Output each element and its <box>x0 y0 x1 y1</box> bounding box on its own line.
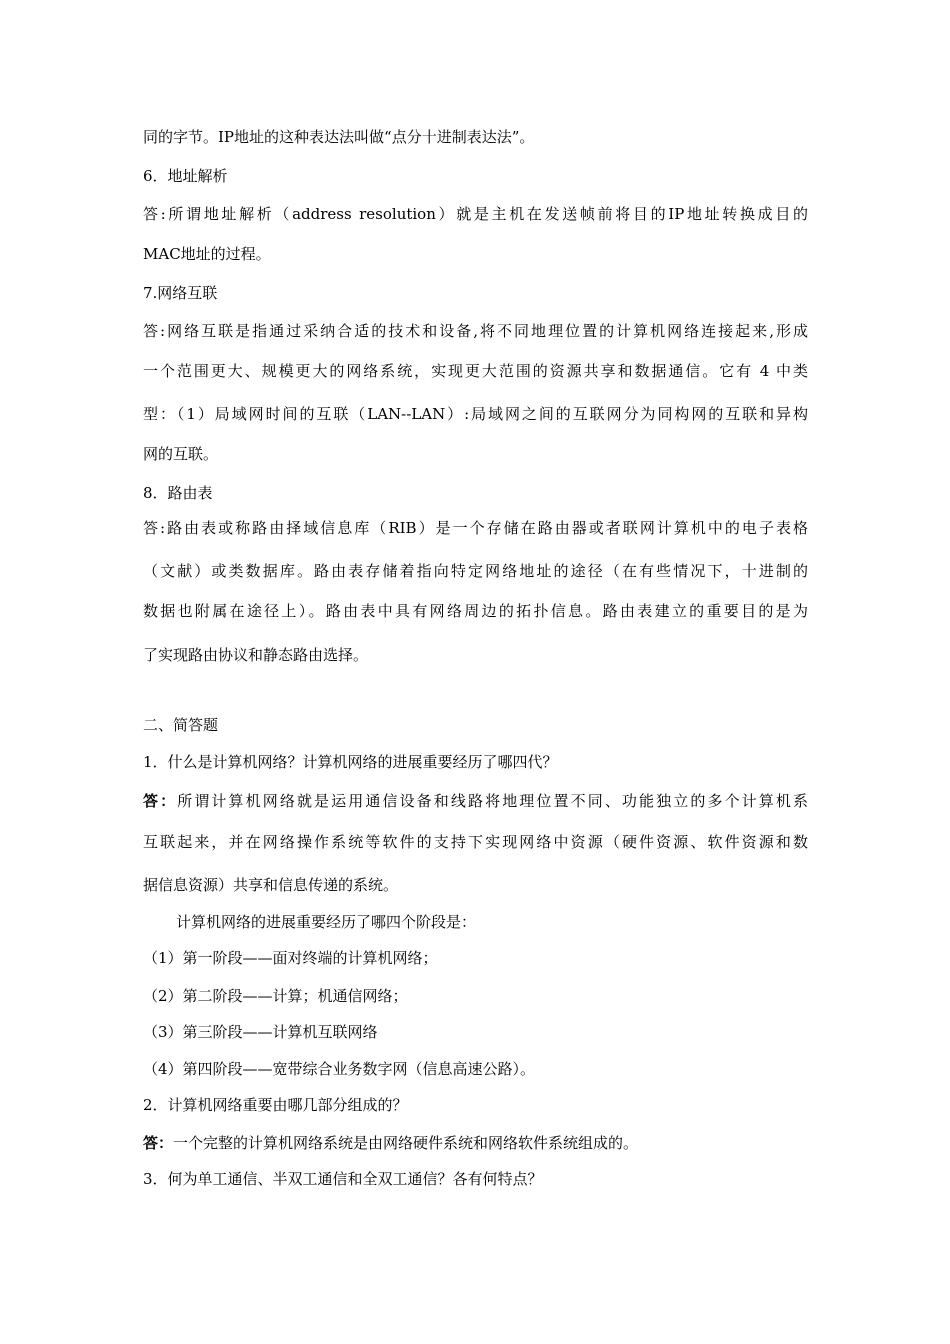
text-line: 答:网络互联是指通过采纳合适的技术和设备,将不同地理位置的计算机网络连接起来,形成 <box>143 322 808 340</box>
section-title-short-answer: 二、简答题 <box>143 716 219 734</box>
text-line: 答:所谓地址解析（address resolution）就是主机在发送帧前将目的IP地址转换成目的 <box>143 205 808 223</box>
question-3: 3．何为单工通信、半双工通信和全双工通信？各有何特点？ <box>143 1170 543 1188</box>
answer-1-line <box>143 791 808 811</box>
text-line: 型：（1）局域网时间的互联（LAN--LAN）:局域网之间的互联网分为同构网的互联和异构 <box>143 405 808 423</box>
text-line: 互联起来，并在网络操作系统等软件的支持下实现网络中资源（硬件资源、软件资源和数 <box>143 833 808 851</box>
text-line: 一个范围更大、规模更大的网络系统，实现更大范围的资源共享和数据通信。它有 4 中类 <box>143 362 808 380</box>
list-item: （1）第一阶段——面对终端的计算机网络； <box>143 949 438 967</box>
text-line: 网的互联。 <box>143 445 219 463</box>
text-line: 答:路由表或称路由择域信息库（RIB）是一个存储在路由器或者联网计算机中的电子表格 <box>143 519 808 537</box>
section-heading-internetworking: 7.网络互联 <box>143 284 218 302</box>
text-line: 了实现路由协议和静态路由选择。 <box>143 646 369 664</box>
section-heading-routing-table: 8．路由表 <box>143 484 213 502</box>
answer-label: 答： <box>143 1134 174 1152</box>
text-line: （文献）或类数据库。路由表存储着指向特定网络地址的途径（在有些情况下，十进制的 <box>143 562 808 580</box>
list-item: （3）第三阶段——计算机互联网络 <box>143 1023 378 1041</box>
question-2: 2．计算机网络重要由哪几部分组成的？ <box>143 1096 408 1114</box>
answer-text: 所谓计算机网络就是运用通信设备和线路将地理位置不同、功能独立的多个计算机系 <box>177 792 808 810</box>
answer-label: 答： <box>143 792 178 810</box>
text-line: MAC地址的过程。 <box>143 245 271 263</box>
question-1: 1．什么是计算机网络？计算机网络的进展重要经历了哪四代？ <box>143 753 558 771</box>
text-line: 计算机网络的进展重要经历了哪四个阶段是： <box>176 913 477 931</box>
section-heading-address-resolution: 6．地址解析 <box>143 167 228 185</box>
answer-2-line <box>143 1133 808 1153</box>
list-item: （2）第二阶段——计算；机通信网络； <box>143 987 408 1005</box>
text-line: 数据也附属在途径上）。路由表中具有网络周边的拓扑信息。路由表建立的重要目的是为 <box>143 602 808 620</box>
answer-text: 一个完整的计算机网络系统是由网络硬件系统和网络软件系统组成的。 <box>173 1134 639 1152</box>
list-item: （4）第四阶段——宽带综合业务数字网（信息高速公路）。 <box>143 1060 536 1078</box>
text-line: 据信息资源）共享和信息传递的系统。 <box>143 876 399 894</box>
text-line: 同的字节。IP地址的这种表达法叫做“点分十进制表达法”。 <box>143 128 535 146</box>
